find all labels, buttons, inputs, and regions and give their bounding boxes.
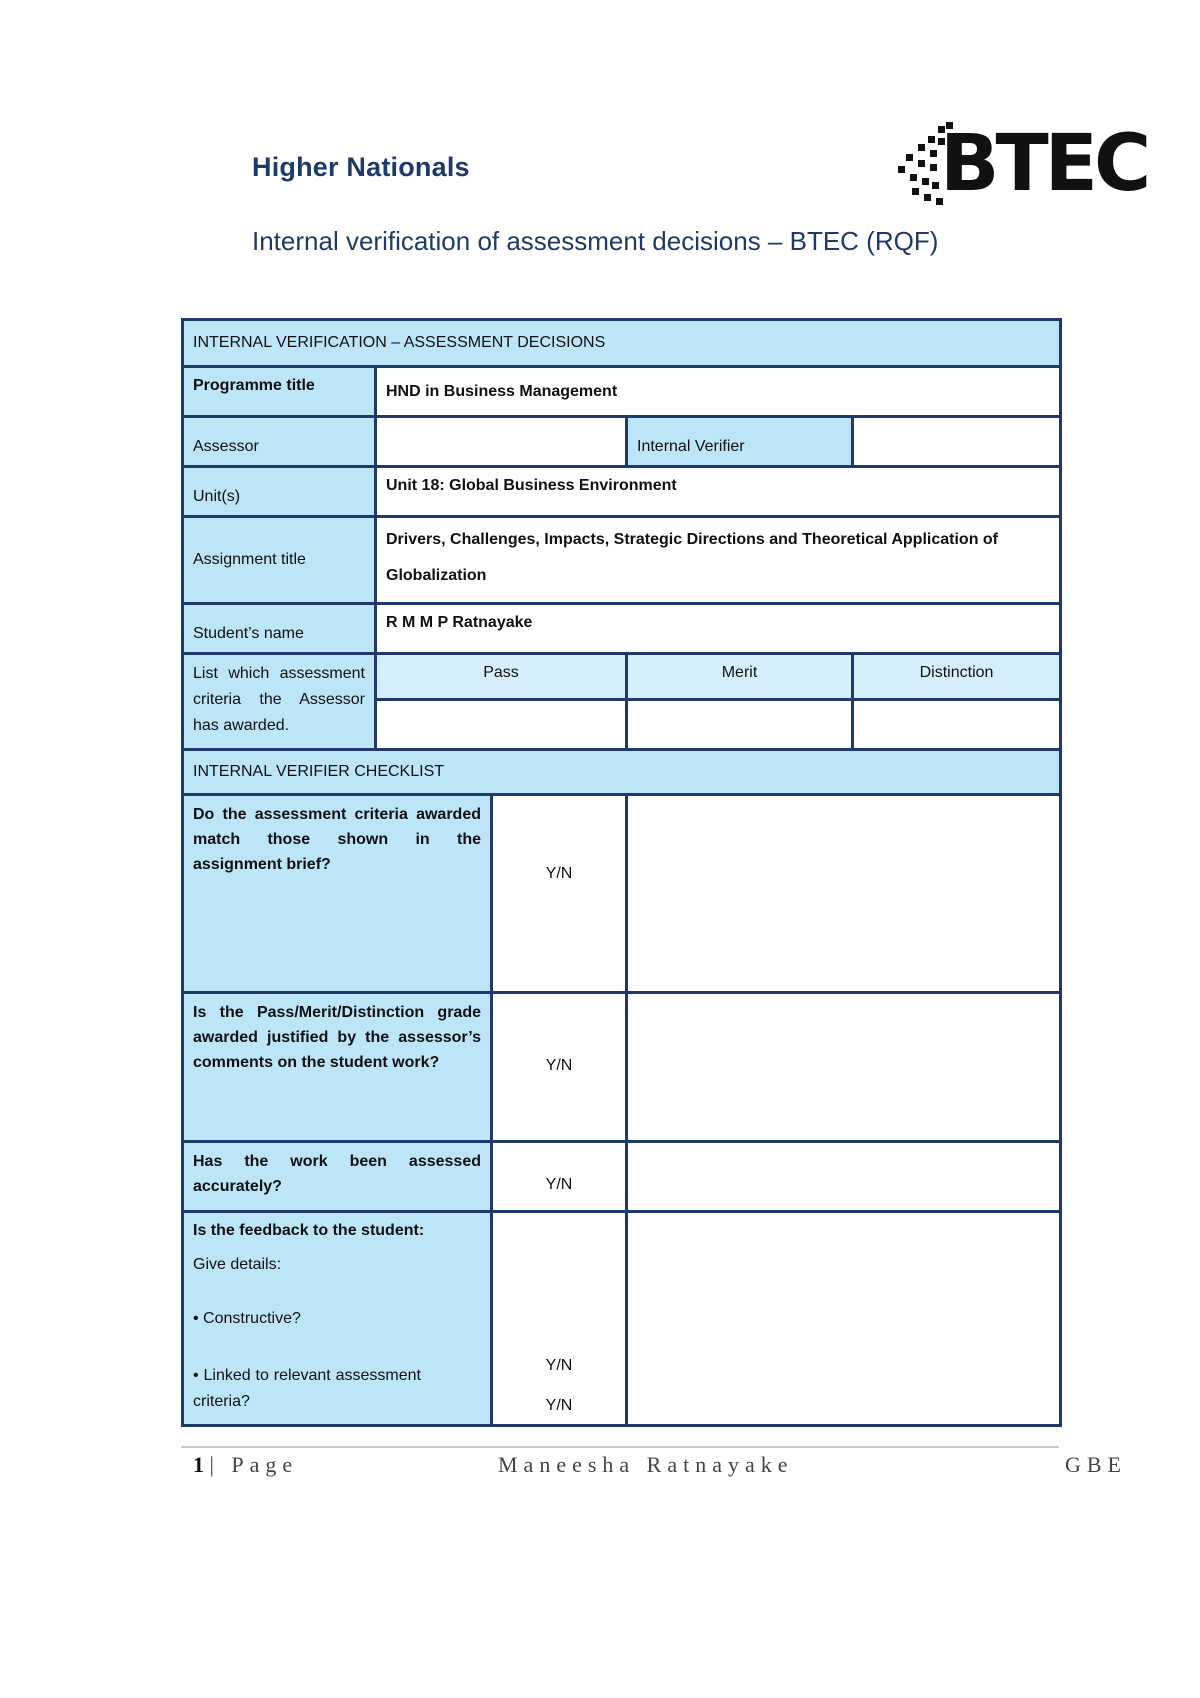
checklist-comment-field[interactable] [627, 1142, 1061, 1212]
assessor-label: Assessor [183, 417, 376, 467]
checklist-answer[interactable]: Y/N [492, 795, 627, 993]
checklist-question: Is the Pass/Merit/Distinction grade awarded justified by the assessor’s comments on the student work? [183, 993, 492, 1142]
btec-logo [898, 119, 1148, 209]
student-name-label: Student’s name [183, 604, 376, 654]
logo-wordmark: BTEC [940, 119, 1148, 209]
pass-header: Pass [376, 654, 627, 700]
give-details-label: Give details: [193, 1256, 282, 1273]
checklist-comment-field[interactable] [627, 795, 1061, 993]
internal-verifier-field[interactable] [853, 417, 1061, 467]
internal-verifier-label: Internal Verifier [627, 417, 853, 467]
footer-code: GBE [1065, 1452, 1127, 1477]
checklist-row-feedback [183, 1212, 1061, 1426]
checklist-row [183, 1142, 1061, 1212]
section-header-verifier-checklist: INTERNAL VERIFIER CHECKLIST [183, 750, 1061, 795]
document-title: Higher Nationals [252, 152, 470, 182]
feedback-item-linked: • Linked to relevant assessment criteria? [193, 1367, 421, 1410]
criteria-awarded-label: List which assessment criteria the Assessor has awarded. [183, 654, 376, 750]
checklist-row [183, 993, 1061, 1142]
checklist-row [183, 795, 1061, 993]
footer-author: Maneesha Ratnayake [498, 1452, 794, 1477]
checklist-question: Do the assessment criteria awarded match those shown in the assignment brief? [183, 795, 492, 993]
checklist-question: Has the work been assessed accurately? [183, 1142, 492, 1212]
merit-header: Merit [627, 654, 853, 700]
unit-label: Unit(s) [183, 467, 376, 517]
student-name-value[interactable]: R M M P Ratnayake [376, 604, 1061, 654]
section-header-assessment-decisions: INTERNAL VERIFICATION – ASSESSMENT DECISIONS [183, 320, 1061, 367]
checklist-answer[interactable]: Y/N [545, 1357, 573, 1374]
verification-form [181, 318, 1062, 1427]
checklist-answer[interactable]: Y/N [492, 993, 627, 1142]
checklist-answer[interactable]: Y/N [492, 1142, 627, 1212]
footer-page [193, 1452, 298, 1478]
merit-criteria-field[interactable] [627, 700, 853, 750]
distinction-criteria-field[interactable] [853, 700, 1061, 750]
feedback-item-constructive: • Constructive? [193, 1310, 301, 1327]
footer-divider [181, 1446, 1059, 1448]
feedback-question-cell [183, 1212, 492, 1426]
assignment-title-value[interactable]: Drivers, Challenges, Impacts, Strategic Directions and Theoretical Application of Globalization [376, 517, 1061, 604]
unit-value[interactable]: Unit 18: Global Business Environment [376, 467, 1061, 517]
assessor-field[interactable] [376, 417, 627, 467]
checklist-answer[interactable]: Y/N [545, 1397, 573, 1414]
page-label: | Page [209, 1452, 299, 1477]
feedback-answers-cell [492, 1212, 627, 1426]
document-subtitle: Internal verification of assessment decisions – BTEC (RQF) [252, 226, 939, 256]
page-number: 1 [193, 1452, 204, 1477]
feedback-question: Is the feedback to the student: [193, 1222, 425, 1239]
assignment-title-label: Assignment title [183, 517, 376, 604]
pass-criteria-field[interactable] [376, 700, 627, 750]
programme-title-label: Programme title [183, 367, 376, 417]
distinction-header: Distinction [853, 654, 1061, 700]
programme-title-value[interactable]: HND in Business Management [376, 367, 1061, 417]
checklist-comment-field[interactable] [627, 1212, 1061, 1426]
checklist-comment-field[interactable] [627, 993, 1061, 1142]
